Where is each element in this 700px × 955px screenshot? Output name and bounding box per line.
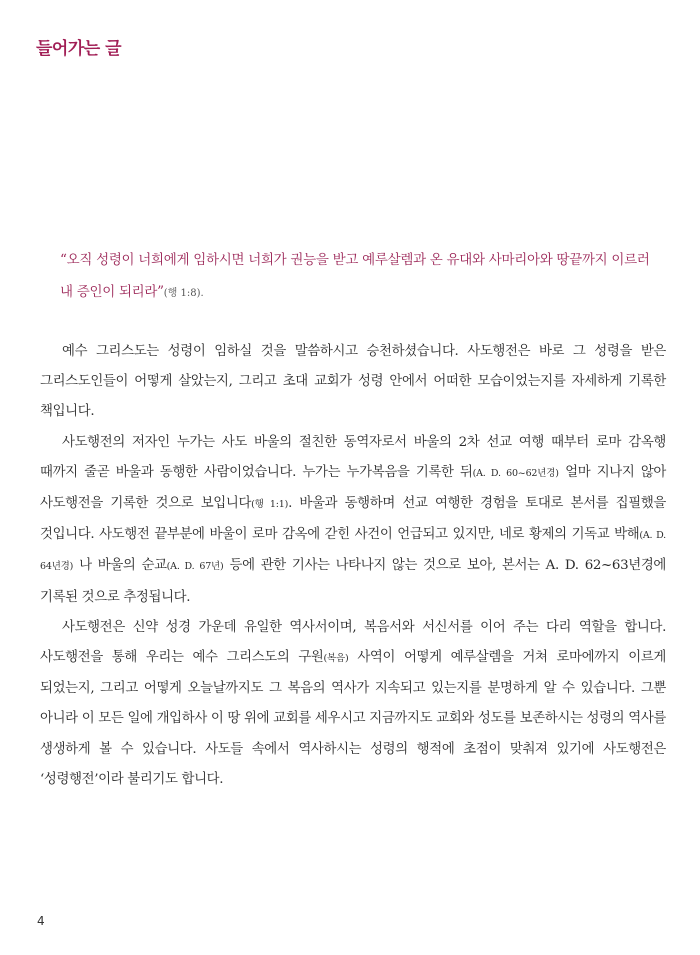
paragraph	[40, 613, 666, 795]
paragraph	[40, 428, 666, 613]
paragraph-text: 예수 그리스도는 성령이 임하실 것을 말씀하시고 승천하셨습니다. 사도행전은 바로 그 성령을 받은 그리스도인들이 어떻게 살았는지, 그리고 초대 교회가 성령 안에서 어떠한 모습이었는지를 자세하게 기록한 책입니다.	[40, 344, 666, 420]
paragraph-text: . 바울과 동행하며 선교 여행한 경험을 토대로 본서를 집필했을 것입니다. 사도행전 끝부분에 바울이 로마 감옥에 갇힌 사건이 언급되고 있지만, 네로 황제의 기독교 박해	[40, 496, 667, 543]
paragraph-text: 사도행전의 저자인 누가는 사도 바울의 절친한 동역자로서 바울의 2차 선교 여행 때부터 로마 감옥행 때까지 줄곧 바울과 동행한 사람이었습니다. 누가는 누가복음을 기록한 뒤	[40, 434, 666, 480]
date-note: (A. D. 60~62년경)	[472, 467, 559, 479]
page-number: 4	[37, 914, 45, 928]
paragraph-text: 사도행전은 신약 성경 가운데 유일한 역사서이며, 복음서와 서신서를 이어 주는 다리 역할을 합니다. 사도행전을 통해 우리는 예수 그리스도의 구원	[40, 619, 666, 666]
quote-text: “오직 성령이 너희에게 임하시면 너희가 권능을 받고 예루살렘과 온 유대와 사마리아와 땅끝까지 이르러 내 증인이 되리라”	[60, 252, 650, 300]
paragraph-text: 얼마 지나지 않아 사도행전을 기록한 것으로 보입니다	[40, 464, 667, 512]
quote-reference: (행 1:8).	[163, 288, 204, 299]
date-note: (A. D. 64년경)	[40, 530, 666, 573]
date-note: (A. D. 67년)	[166, 561, 224, 573]
paragraph	[40, 337, 666, 428]
scripture-quote	[60, 244, 650, 310]
paragraph-text: 사역이 어떻게 예루살렘을 거쳐 로마에까지 이르게 되었는지, 그리고 어떻게 오늘날까지도 그 복음의 역사가 지속되고 있는지를 분명하게 알 수 있습니다. 그뿐 아니라 이 모든 일에 개입하사 이 땅 위에 교회를 세우시고 지금까지도 교회와 성도를 보존하시는 성령의 역사를 생생하게 볼 수 있습니다. 사도들 속에서 역사하시는 성령의 행적에 초점이 맞춰져 있기에 사도행전은 ‘성령행전’이라 불리기도 합니다.	[40, 650, 667, 787]
paragraph-text: 등에 관한 기사는 나타나지 않는 것으로 보아, 본서는 A. D. 62~63년경에 기록된 것으로 추정됩니다.	[40, 558, 667, 605]
term-note: (복음)	[323, 653, 349, 665]
body-text	[40, 337, 666, 795]
verse-reference: (행 1:1)	[251, 499, 289, 511]
chapter-heading: 들어가는 글	[36, 39, 122, 59]
paragraph-text: 나 바울의 순교	[73, 558, 167, 574]
